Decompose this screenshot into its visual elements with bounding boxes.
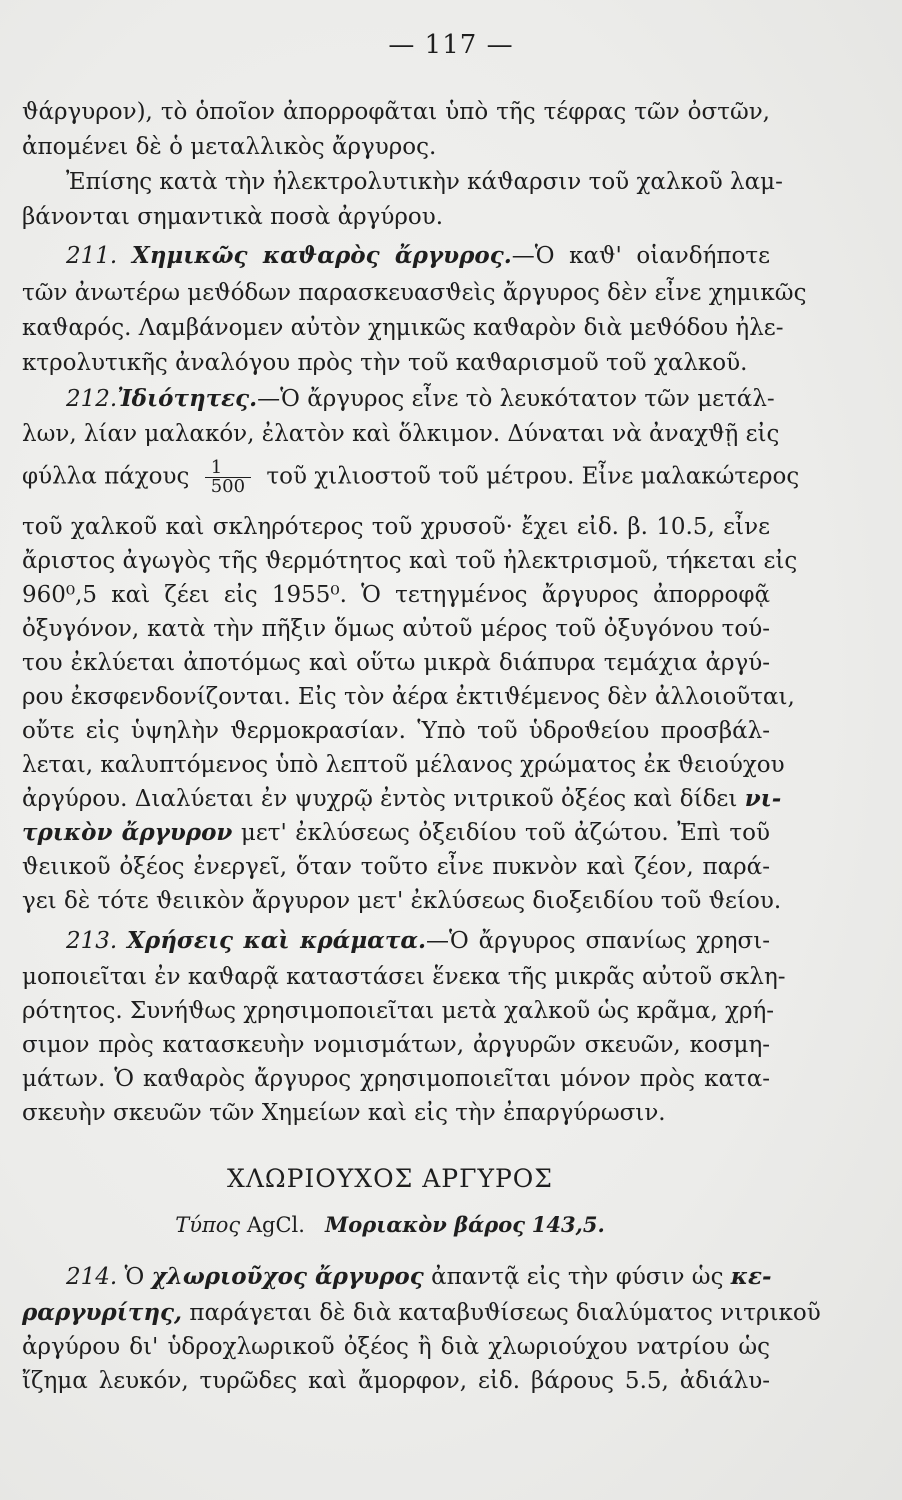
text-line [22, 818, 770, 848]
text-line: λων, λίαν μαλακόν, ἐλατὸν καὶ ὅλκιμον. Δύναται νὰ ἀναχϑῇ εἰς [22, 421, 780, 447]
text-line: μοποιεῖται ἐν καϑαρᾷ καταστάσει ἕνεκα τῆς μικρᾶς αὐτοῦ σκλη- [22, 964, 786, 990]
section-text: —Ὁ ἄργυρος εἶνε τὸ λευκότατον τῶν μετάλ- [257, 386, 775, 412]
formula-line [0, 1212, 780, 1237]
text-line: ϑειικοῦ ὀξέος ἐνεργεῖ, ὅταν τοῦτο εἶνε πυκνὸν καὶ ζέον, παρά- [22, 854, 770, 880]
section-text: ἀπαντᾷ εἰς τὴν φύσιν ὡς [431, 1264, 724, 1290]
emphasized-term: τρικὸν ἄργυρον [22, 819, 233, 846]
formula-type-label: Τύπος [175, 1213, 241, 1237]
text-line: σκευὴν σκευῶν τῶν Χημείων καὶ εἰς τὴν ἐπαργύρωσιν. [22, 1100, 666, 1126]
section-214-first-line [66, 1262, 770, 1292]
molar-mass-value: 143,5. [531, 1212, 605, 1237]
text-line: τοῦ χαλκοῦ καὶ σκληρότερος τοῦ χρυσοῦ· ἔχει εἰδ. β. 10.5, εἶνε [22, 514, 770, 540]
text-line: ρότητος. Συνήϑως χρησιμοποιεῖται μετὰ χαλκοῦ ὡς κρᾶμα, χρή- [22, 998, 775, 1024]
text-line: γει δὲ τότε ϑειικὸν ἄργυρον μετ' ἐκλύσεως διοξειδίου τοῦ ϑείου. [22, 888, 782, 914]
fraction-denominator: 500 [210, 476, 246, 497]
text-line: λεται, καλυπτόμενος ὑπὸ λεπτοῦ μέλανος χρώματος ἐκ ϑειούχου [22, 752, 785, 778]
text-line: ρου ἐκσφενδονίζονται. Εἰς τὸν ἀέρα ἐκτιϑέμενος δὲν ἀλλοιοῦται, [22, 684, 795, 710]
section-number: 214. [66, 1264, 118, 1290]
section-number: 212. [66, 386, 118, 412]
emphasized-term: κε- [730, 1263, 772, 1290]
section-number: 213. [66, 928, 118, 954]
section-text: παράγεται δὲ διὰ καταβυϑίσεως διαλύματος νιτρικοῦ [189, 1300, 821, 1326]
text-line [22, 1298, 821, 1328]
text-line: ἄριστος ἀγωγὸς τῆς ϑερμότητος καὶ τοῦ ἠλεκτρισμοῦ, τήκεται εἰς [22, 548, 798, 574]
section-text: —Ὁ καϑ' οἱανδήποτε [511, 243, 771, 269]
page-number: — 117 — [388, 30, 514, 60]
molar-mass-label: Μοριακὸν βάρος [324, 1212, 526, 1237]
text-line: οὔτε εἰς ὑψηλὴν ϑερμοκρασίαν. Ὑπὸ τοῦ ὑδροϑείου προσβάλ- [22, 718, 770, 744]
text-line: ὀξυγόνον, κατὰ τὴν πῆξιν ὅμως αὐτοῦ μέρος τοῦ ὀξυγόνου τού- [22, 616, 770, 642]
text-line: ἴζημα λευκόν, τυρῶδες καὶ ἄμορφον, εἰδ. βάρους 5.5, ἀδιάλυ- [22, 1368, 770, 1394]
section-text: τοῦ χιλιοστοῦ τοῦ μέτρου. Εἶνε μαλακώτερος [266, 463, 800, 490]
formula-type-value: AgCl. [246, 1213, 305, 1237]
fraction-line [22, 457, 800, 497]
text-line: 960⁰,5 καὶ ζέει εἰς 1955⁰. Ὁ τετηγμένος ἄργυρος ἀπορροφᾷ [22, 582, 770, 608]
fraction [205, 459, 251, 496]
text-line: ϑάργυρον), τὸ ὁποῖον ἀπορροφᾶται ὑπὸ τῆς τέφρας τῶν ὀστῶν, [22, 99, 770, 125]
section-title: Χημικῶς καϑαρὸς ἄργυρος. [131, 242, 512, 269]
emphasized-term: χλωριοῦχος ἄργυρος [151, 1263, 424, 1290]
section-text: Ὁ [124, 1264, 145, 1290]
text-line: ἀργύρου δι' ὑδροχλωρικοῦ ὀξέος ἢ διὰ χλωριούχου νατρίου ὡς [22, 1334, 770, 1360]
section-title: Χρήσεις καὶ κράματα. [127, 927, 427, 954]
section-211-first-line [66, 241, 770, 271]
emphasized-term: νι- [744, 785, 782, 812]
section-text: φύλλα πάχους [22, 463, 190, 490]
fraction-numerator: 1 [205, 459, 251, 478]
section-text: —Ὁ ἄργυρος σπανίως χρησι- [426, 928, 770, 954]
section-212-first-line [66, 384, 775, 414]
chapter-heading: ΧΛΩΡΙΟΥΧΟΣ ΑΡΓΥΡΟΣ [227, 1164, 553, 1193]
text-line: καϑαρός. Λαμβάνομεν αὐτὸν χημικῶς καϑαρὸν διὰ μεϑόδου ἠλε- [22, 315, 784, 341]
text-line: βάνονται σημαντικὰ ποσὰ ἀργύρου. [22, 204, 444, 230]
emphasized-term: ραργυρίτης, [22, 1299, 183, 1326]
text-line: σιμον πρὸς κατασκευὴν νομισμάτων, ἀργυρῶν σκευῶν, κοσμη- [22, 1032, 770, 1058]
section-title: Ἰδιότητες. [117, 385, 258, 412]
section-text: ἀργύρου. Διαλύεται ἐν ψυχρῷ ἐντὸς νιτρικοῦ ὀξέος καὶ δίδει [22, 786, 738, 812]
text-line: Ἐπίσης κατὰ τὴν ἠλεκτρολυτικὴν κάϑαρσιν τοῦ χαλκοῦ λαμ- [66, 169, 783, 195]
section-213-first-line [66, 926, 770, 956]
text-line: του ἐκλύεται ἀποτόμως καὶ οὕτω μικρὰ διάπυρα τεμάχια ἀργύ- [22, 650, 770, 676]
section-text: μετ' ἐκλύσεως ὀξειδίου τοῦ ἀζώτου. Ἐπὶ τοῦ [240, 820, 770, 846]
text-line: κτρολυτικῆς ἀναλόγου πρὸς τὴν τοῦ καϑαρισμοῦ τοῦ χαλκοῦ. [22, 350, 748, 376]
text-line: ἀπομένει δὲ ὁ μεταλλικὸς ἄργυρος. [22, 134, 437, 160]
text-line [22, 784, 782, 814]
text-line: τῶν ἀνωτέρω μεϑόδων παρασκευασϑεὶς ἄργυρος δὲν εἶνε χημικῶς [22, 280, 807, 306]
section-number: 211. [66, 243, 118, 269]
text-line: μάτων. Ὁ καϑαρὸς ἄργυρος χρησιμοποιεῖται μόνον πρὸς κατα- [22, 1066, 770, 1092]
